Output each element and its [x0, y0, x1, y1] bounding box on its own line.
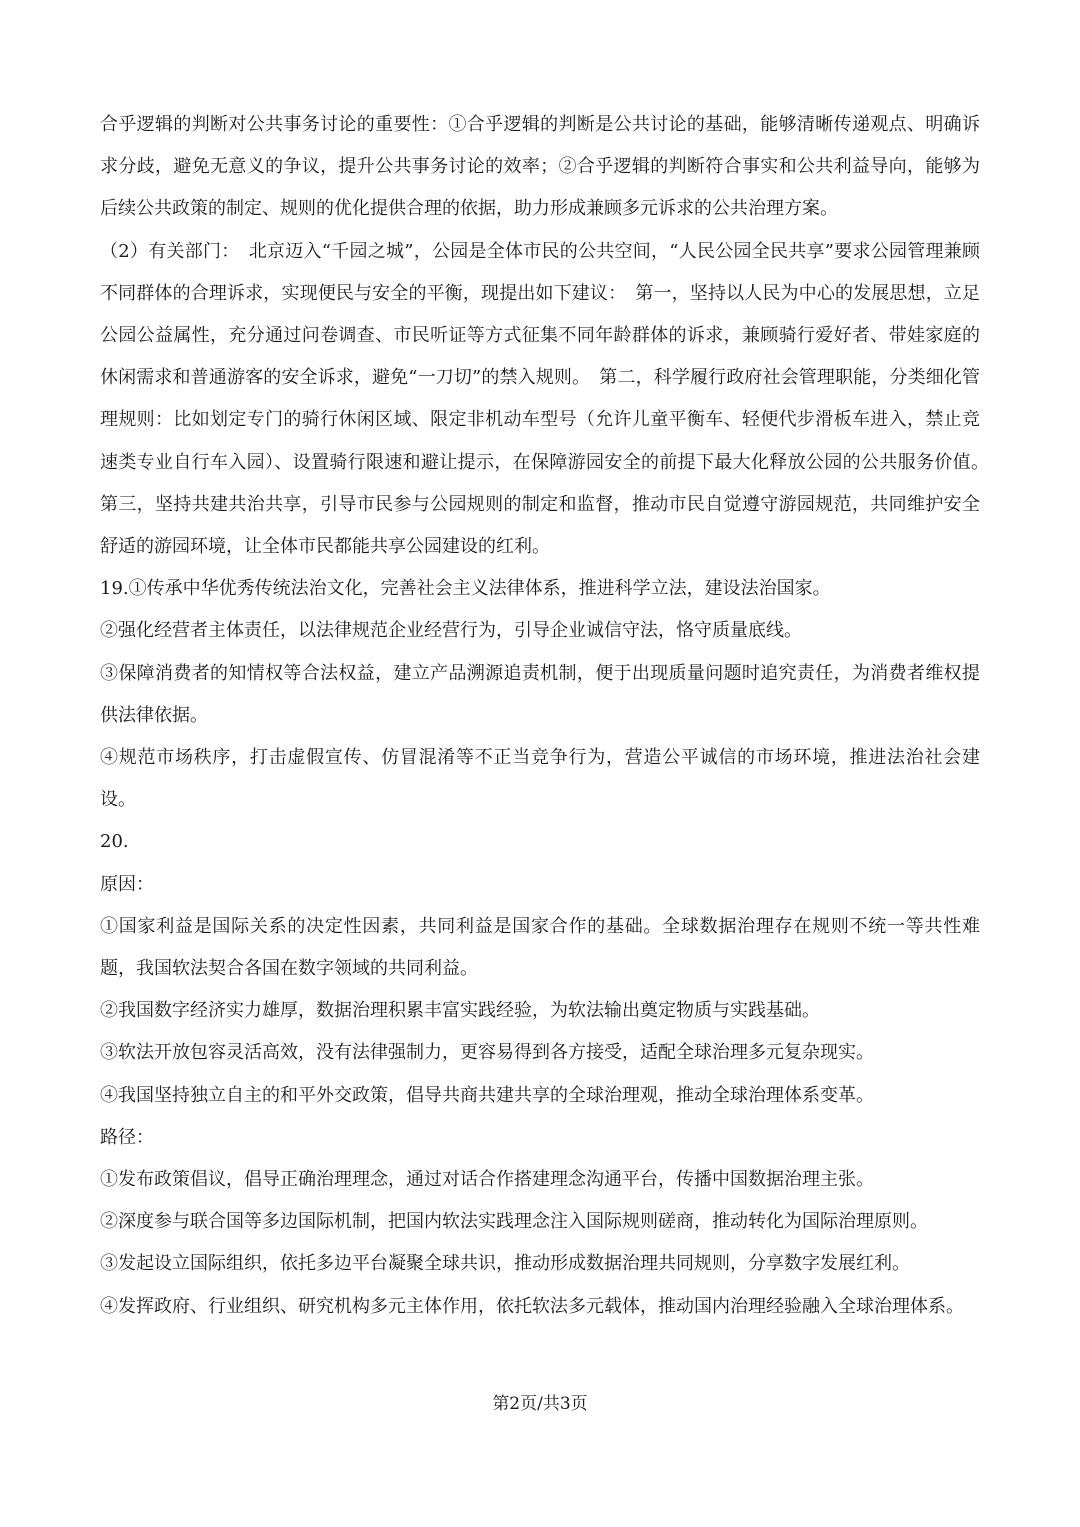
- paragraph-paths-heading: 路径：: [100, 1126, 154, 1148]
- paragraph-q19-item2: ②强化经营者主体责任，以法律规范企业经营行为，引导企业诚信守法，恪守质量底线。: [100, 620, 802, 642]
- page-number-footer: 第2页/共3页: [492, 1394, 588, 1414]
- paragraph-path-2: ②深度参与联合国等多边国际机制，把国内软法实践理念注入国际规则磋商，推动转化为国际治理原则。: [100, 1211, 928, 1233]
- paragraph-park-proposal: （2）有关部门： 北京迈入“千园之城”，公园是全体市民的公共空间，“人民公园全民共享”要求公园管理兼顾不同群体的合理诉求，实现便民与安全的平衡，现提出如下建议： 第一，坚持以人民为中心的发展思想，立足公园公益属性，充分通过问卷调查、市民听证等方式征集不同年龄群体的诉求，兼顾骑行爱好者、带娃家庭的休闲需求和普通游客的安全诉求，避免“一刀切”的禁入规则。 第二，科学履行政府社会管理职能，分类细化管理规则：比如划定专门的骑行休闲区域、限定非机动车型号（允许儿童平衡车、轻便代步滑板车进入，禁止竞速类专业自行车入园）、设置骑行限速和避让提示，在保障游园安全的前提下最大化释放公园的公共服务价值。 第三，坚持共建共治共享，引导市民参与公园规则的制定和监督，推动市民自觉遵守游园规范，共同维护安全舒适的游园环境，让全体市民都能共享公园建设的红利。: [100, 240, 998, 558]
- document-body: [100, 104, 998, 1328]
- paragraph-reasons-heading: 原因：: [100, 873, 154, 895]
- paragraph-reason-3: ③软法开放包容灵活高效，没有法律强制力，更容易得到各方接受，适配全球治理多元复杂现实。: [100, 1042, 874, 1064]
- paragraph-path-3: ③发起设立国际组织，依托多边平台凝聚全球共识，推动形成数据治理共同规则，分享数字发展红利。: [100, 1253, 910, 1275]
- paragraph-reason-1: ①国家利益是国际关系的决定性因素，共同利益是国家合作的基础。全球数据治理存在规则不统一等共性难题，我国软法契合各国在数字领域的共同利益。: [100, 915, 980, 980]
- paragraph-reason-2: ②我国数字经济实力雄厚，数据治理积累丰富实践经验，为软法输出奠定物质与实践基础。: [100, 1000, 820, 1022]
- paragraph-reason-4: ④我国坚持独立自主的和平外交政策，倡导共商共建共享的全球治理观，推动全球治理体系变革。: [100, 1084, 874, 1106]
- paragraph-logic-importance: 合乎逻辑的判断对公共事务讨论的重要性：①合乎逻辑的判断是公共讨论的基础，能够清晰传递观点、明确诉求分歧，避免无意义的争议，提升公共事务讨论的效率；②合乎逻辑的判断符合事实和公共利益导向，能够为后续公共政策的制定、规则的优化提供合理的依据，助力形成兼顾多元诉求的公共治理方案。: [100, 114, 980, 220]
- paragraph-path-4: ④发挥政府、行业组织、研究机构多元主体作用，依托软法多元载体，推动国内治理经验融入全球治理体系。: [100, 1295, 964, 1317]
- paragraph-q19-item4: ④规范市场秩序，打击虚假宣传、仿冒混淆等不正当竞争行为，营造公平诚信的市场环境，推进法治社会建设。: [100, 747, 980, 811]
- paragraph-q20-number: 20.: [100, 831, 129, 853]
- paragraph-q19-item3: ③保障消费者的知情权等合法权益，建立产品溯源追责机制，便于出现质量问题时追究责任，为消费者维权提供法律依据。: [100, 662, 980, 726]
- paragraph-path-1: ①发布政策倡议，倡导正确治理理念，通过对话合作搭建理念沟通平台，传播中国数据治理主张。: [100, 1169, 874, 1191]
- paragraph-q19-item1: 19.①传承中华优秀传统法治文化，完善社会主义法律体系，推进科学立法，建设法治国家。: [100, 578, 831, 600]
